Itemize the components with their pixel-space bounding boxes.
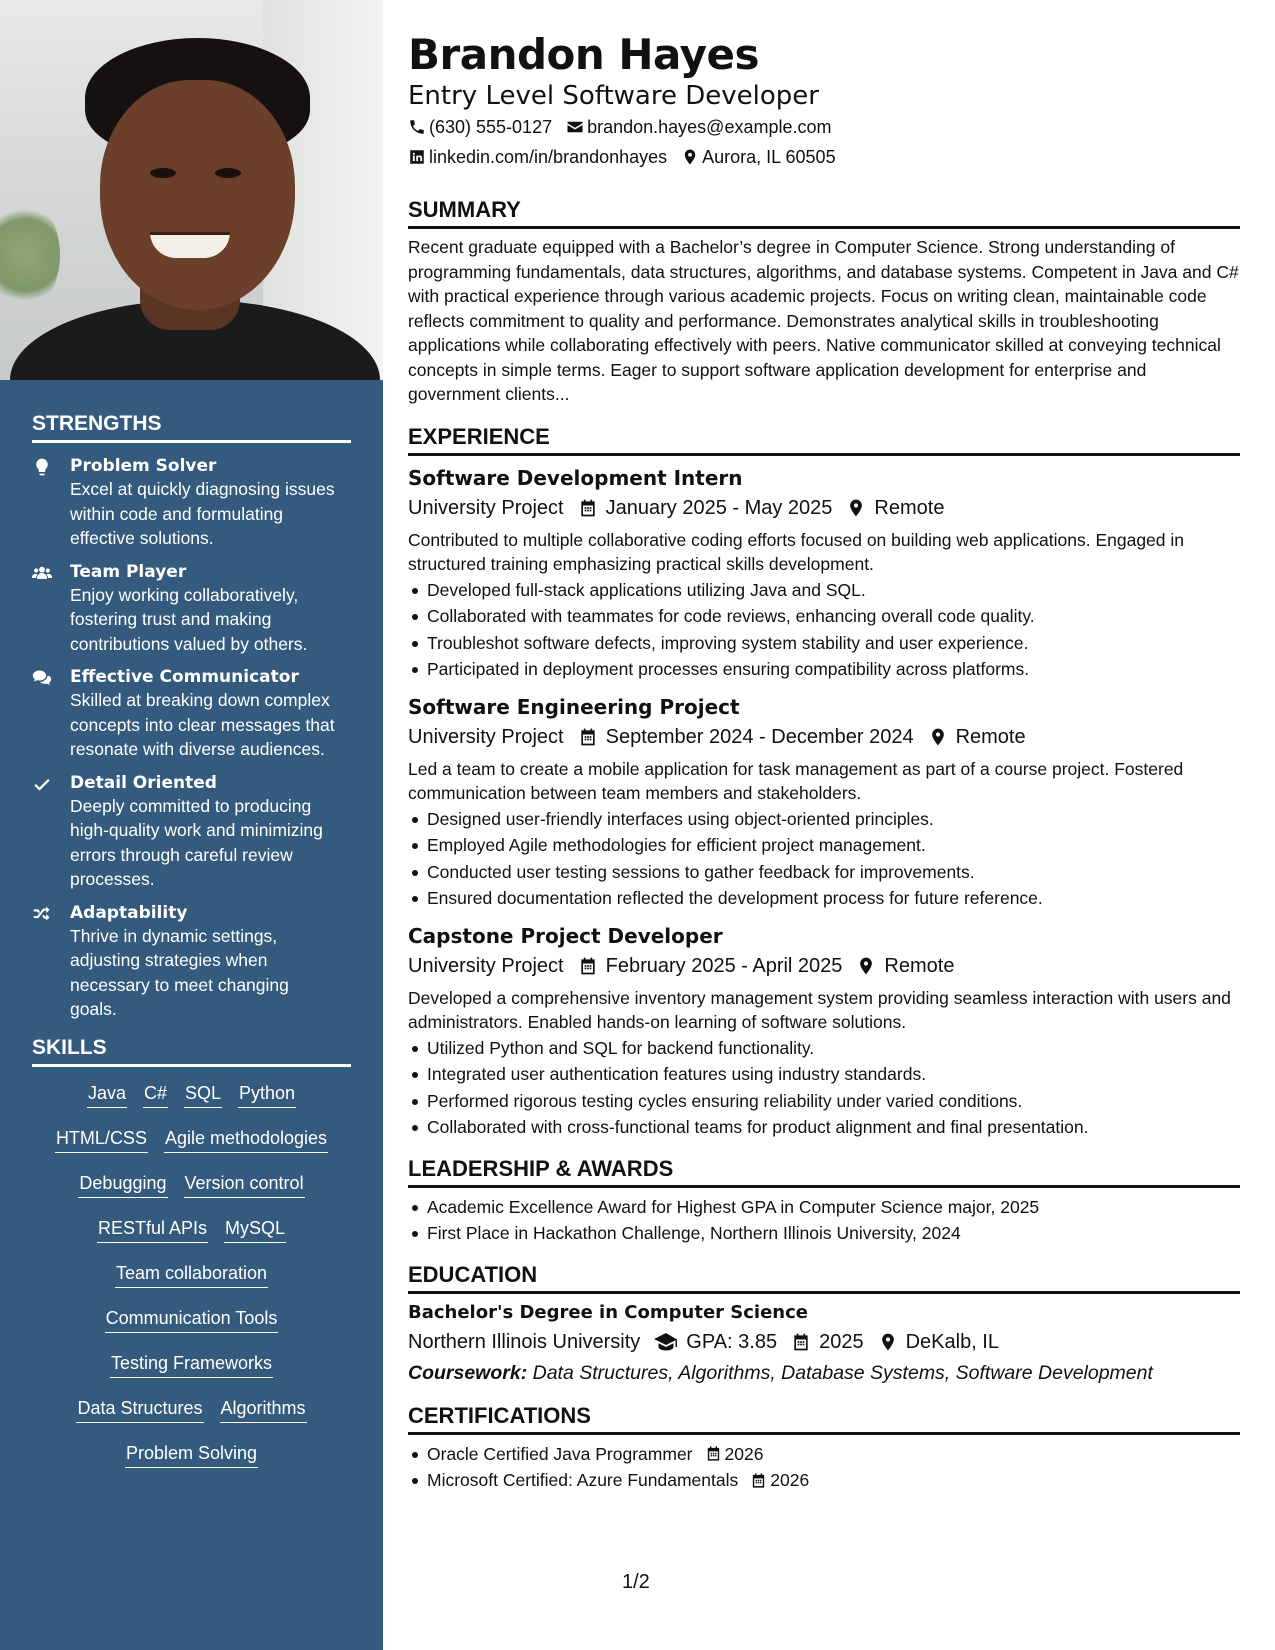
summary-text: Recent graduate equipped with a Bachelor’s degree in Computer Science. Strong understanding of programming fundamentals, data structures, algorithms, and database systems. Competent in Java and C# with practical experience through various academic projects. Focus on writing clean, maintainable code reflects commitment to quality and performance. Demonstrates analytical skills in troubleshooting applications while collaborating effectively with peers. Native communicator skilled at conveying technical concepts in simple terms. Eager to support software application development for enterprise and government clients... xyxy=(408,237,1239,404)
experience-heading: EXPERIENCE xyxy=(408,423,1240,456)
job-meta xyxy=(408,721,1240,753)
job-dates-text: February 2025 - April 2025 xyxy=(605,954,843,977)
list-item: Performed rigorous testing cycles ensuring reliability under varied conditions. xyxy=(408,1088,1240,1115)
list-item: Integrated user authentication features using industry standards. xyxy=(408,1061,1240,1088)
job-title: Capstone Project Developer xyxy=(408,923,723,948)
linkedin-url[interactable]: linkedin.com/in/brandonhayes xyxy=(429,147,668,167)
sidebar xyxy=(0,0,383,1650)
certification-name: Microsoft Certified: Azure Fundamentals xyxy=(427,1470,739,1490)
job-organization: University Project xyxy=(408,725,564,748)
job-location-text: Remote xyxy=(955,725,1026,748)
profile-photo xyxy=(0,0,383,380)
education-year xyxy=(791,1326,864,1358)
list-item: First Place in Hackathon Challenge, Northern Illinois University, 2024 xyxy=(408,1220,1240,1247)
list-item: Academic Excellence Award for Highest GPA in Computer Science major, 2025 xyxy=(408,1194,1240,1221)
contact-linkedin[interactable] xyxy=(408,142,667,172)
calendar-icon xyxy=(578,498,598,518)
certification-year: 2026 xyxy=(770,1470,810,1490)
skill-row xyxy=(32,1437,351,1482)
strength-description: Excel at quickly diagnosing issues within code and formulating effective solutions. xyxy=(70,479,335,548)
job-dates xyxy=(578,721,914,753)
strength-item xyxy=(32,561,351,657)
education-meta xyxy=(408,1326,1240,1358)
list-item: Employed Agile methodologies for efficient project management. xyxy=(408,832,1240,859)
candidate-name: Brandon Hayes xyxy=(408,30,759,79)
job-dates-text: September 2024 - December 2024 xyxy=(605,725,914,748)
list-item xyxy=(408,1441,1240,1468)
skill-row xyxy=(32,1302,351,1347)
job-location xyxy=(846,492,944,524)
skill-row xyxy=(32,1347,351,1392)
skill-tag: C# xyxy=(143,1081,168,1108)
list-item: Participated in deployment processes ensuring compatibility across platforms. xyxy=(408,656,1240,683)
page-number: 1/2 xyxy=(622,1571,650,1593)
job-organization: University Project xyxy=(408,954,564,977)
calendar-icon xyxy=(791,1332,811,1352)
skill-tag: Agile methodologies xyxy=(164,1126,328,1153)
job-location xyxy=(928,721,1026,753)
photo-face xyxy=(100,80,295,310)
location-text: Aurora, IL 60505 xyxy=(702,147,836,167)
education-location-text: DeKalb, IL xyxy=(905,1330,999,1353)
job-dates xyxy=(578,950,843,982)
degree-title: Bachelor's Degree in Computer Science xyxy=(408,1301,808,1323)
skill-tag: RESTful APIs xyxy=(97,1216,208,1243)
skill-tag: MySQL xyxy=(224,1216,286,1243)
skill-row xyxy=(32,1077,351,1122)
strength-title: Detail Oriented xyxy=(70,772,217,793)
strength-item xyxy=(32,666,351,762)
skill-row xyxy=(32,1167,351,1212)
list-item xyxy=(408,1467,1240,1494)
contact-email[interactable] xyxy=(566,112,831,142)
strength-item xyxy=(32,772,351,892)
coursework xyxy=(408,1358,1240,1388)
list-item: Ensured documentation reflected the development process for future reference. xyxy=(408,885,1240,912)
job-bullets xyxy=(408,577,1240,683)
certification-date xyxy=(705,1441,764,1468)
strength-title: Team Player xyxy=(70,561,187,582)
linkedin-icon xyxy=(408,148,426,166)
certification-name: Oracle Certified Java Programmer xyxy=(427,1443,693,1464)
certification-date xyxy=(750,1467,809,1494)
job-bullets xyxy=(408,806,1240,912)
map-pin-icon xyxy=(681,148,699,166)
skill-tag: Algorithms xyxy=(220,1396,307,1423)
list-item: Designed user-friendly interfaces using object-oriented principles. xyxy=(408,806,1240,833)
contact-phone xyxy=(408,112,552,142)
job-description: Developed a comprehensive inventory management system providing seamless interaction with users and administrators. Enabled hands-on learning of software solutions. xyxy=(408,987,1231,1032)
main-content xyxy=(408,30,1240,1494)
job-meta xyxy=(408,492,1240,524)
summary-heading: SUMMARY xyxy=(408,196,1240,229)
strengths-heading: STRENGTHS xyxy=(32,412,351,443)
map-pin-icon xyxy=(846,498,866,518)
strengths-list xyxy=(32,455,351,1022)
job-entry xyxy=(408,693,1240,912)
strength-title: Effective Communicator xyxy=(70,667,299,687)
comments-icon xyxy=(32,666,70,762)
skills-heading: SKILLS xyxy=(32,1036,351,1067)
strength-item xyxy=(32,455,351,551)
list-item: Conducted user testing sessions to gather feedback for improvements. xyxy=(408,859,1240,886)
job-description: Contributed to multiple collaborative coding efforts focused on building web applications. Engaged in structured training emphasizing practical skills development. xyxy=(408,529,1185,574)
list-item: Utilized Python and SQL for backend functionality. xyxy=(408,1035,1240,1062)
photo-right-eye xyxy=(215,168,241,178)
list-item: Troubleshot software defects, improving system stability and user experience. xyxy=(408,630,1240,657)
job-entry xyxy=(408,922,1240,1141)
list-item: Collaborated with teammates for code reviews, enhancing overall code quality. xyxy=(408,603,1240,630)
photo-left-eye xyxy=(150,168,176,178)
checkmark-icon xyxy=(32,772,70,892)
year-text: 2025 xyxy=(819,1330,864,1353)
skills-list xyxy=(32,1077,351,1482)
calendar-icon xyxy=(705,1445,722,1462)
coursework-text: Data Structures, Algorithms, Database Systems, Software Development xyxy=(532,1361,1153,1384)
job-description: Led a team to create a mobile application for task management as part of a course project. Fostered communication between team members and stakeholders. xyxy=(408,758,1184,803)
job-location xyxy=(856,950,954,982)
certifications-list xyxy=(408,1441,1240,1494)
strength-title: Problem Solver xyxy=(70,456,217,476)
contact-row xyxy=(408,142,1240,172)
coursework-label: Coursework: xyxy=(408,1361,528,1384)
job-title: Software Engineering Project xyxy=(408,694,740,719)
strength-title: Adaptability xyxy=(70,902,188,923)
map-pin-icon xyxy=(878,1332,898,1352)
job-bullets xyxy=(408,1035,1240,1141)
email-address[interactable]: brandon.hayes@example.com xyxy=(587,117,832,137)
skill-tag: Data Structures xyxy=(76,1396,203,1423)
skill-row xyxy=(32,1212,351,1257)
strength-description: Thrive in dynamic settings, adjusting strategies when necessary to meet changing goals. xyxy=(70,925,289,1019)
map-pin-icon xyxy=(856,956,876,976)
job-dates-text: January 2025 - May 2025 xyxy=(605,496,833,519)
job-title: Software Development Intern xyxy=(408,465,743,490)
education-gpa xyxy=(654,1326,777,1358)
candidate-title: Entry Level Software Developer xyxy=(408,81,819,111)
graduation-cap-icon xyxy=(654,1330,678,1354)
job-dates xyxy=(578,492,833,524)
job-meta xyxy=(408,950,1240,982)
users-icon xyxy=(32,561,70,657)
skill-row xyxy=(32,1122,351,1167)
job-location-text: Remote xyxy=(884,954,955,977)
skill-tag: Problem Solving xyxy=(125,1441,258,1468)
map-pin-icon xyxy=(928,727,948,747)
job-organization: University Project xyxy=(408,496,564,519)
job-entry xyxy=(408,464,1240,683)
calendar-icon xyxy=(578,727,598,747)
calendar-icon xyxy=(578,956,598,976)
skill-tag: HTML/CSS xyxy=(55,1126,148,1153)
skill-tag: Communication Tools xyxy=(105,1306,279,1333)
job-location-text: Remote xyxy=(874,496,945,519)
list-item: Developed full-stack applications utilizing Java and SQL. xyxy=(408,577,1240,604)
skill-row xyxy=(32,1392,351,1437)
skill-tag: Version control xyxy=(184,1171,305,1198)
skill-tag: Testing Frameworks xyxy=(110,1351,273,1378)
calendar-icon xyxy=(750,1472,767,1489)
skill-tag: Python xyxy=(238,1081,296,1108)
strength-description: Deeply committed to producing high-quality work and minimizing errors through careful review processes. xyxy=(70,795,323,889)
certification-year: 2026 xyxy=(724,1443,764,1464)
skill-tag: Java xyxy=(87,1081,127,1108)
skill-tag: SQL xyxy=(184,1081,222,1108)
photo-background-plant xyxy=(0,200,60,310)
education-heading: EDUCATION xyxy=(408,1261,1240,1294)
strength-description: Skilled at breaking down complex concepts into clear messages that resonate with diverse audiences. xyxy=(70,690,335,759)
strength-item xyxy=(32,902,351,1022)
certifications-heading: CERTIFICATIONS xyxy=(408,1402,1240,1435)
shuffle-icon xyxy=(32,902,70,1022)
leadership-list xyxy=(408,1194,1240,1247)
gpa-text: GPA: 3.85 xyxy=(686,1330,778,1353)
phone-number: (630) 555-0127 xyxy=(429,117,553,137)
skill-tag: Debugging xyxy=(78,1171,167,1198)
list-item: Collaborated with cross-functional teams for product alignment and final presentation. xyxy=(408,1114,1240,1141)
contact-location xyxy=(681,142,835,172)
education-location xyxy=(878,1326,999,1358)
phone-icon xyxy=(408,118,426,136)
lightbulb-icon xyxy=(32,455,70,551)
strength-description: Enjoy working collaboratively, fostering trust and making contributions valued by others. xyxy=(70,584,308,654)
contact-row xyxy=(408,112,1240,142)
envelope-icon xyxy=(566,118,584,136)
skill-row xyxy=(32,1257,351,1302)
skill-tag: Team collaboration xyxy=(115,1261,268,1288)
leadership-heading: LEADERSHIP & AWARDS xyxy=(408,1155,1240,1188)
school-name: Northern Illinois University xyxy=(408,1330,641,1353)
